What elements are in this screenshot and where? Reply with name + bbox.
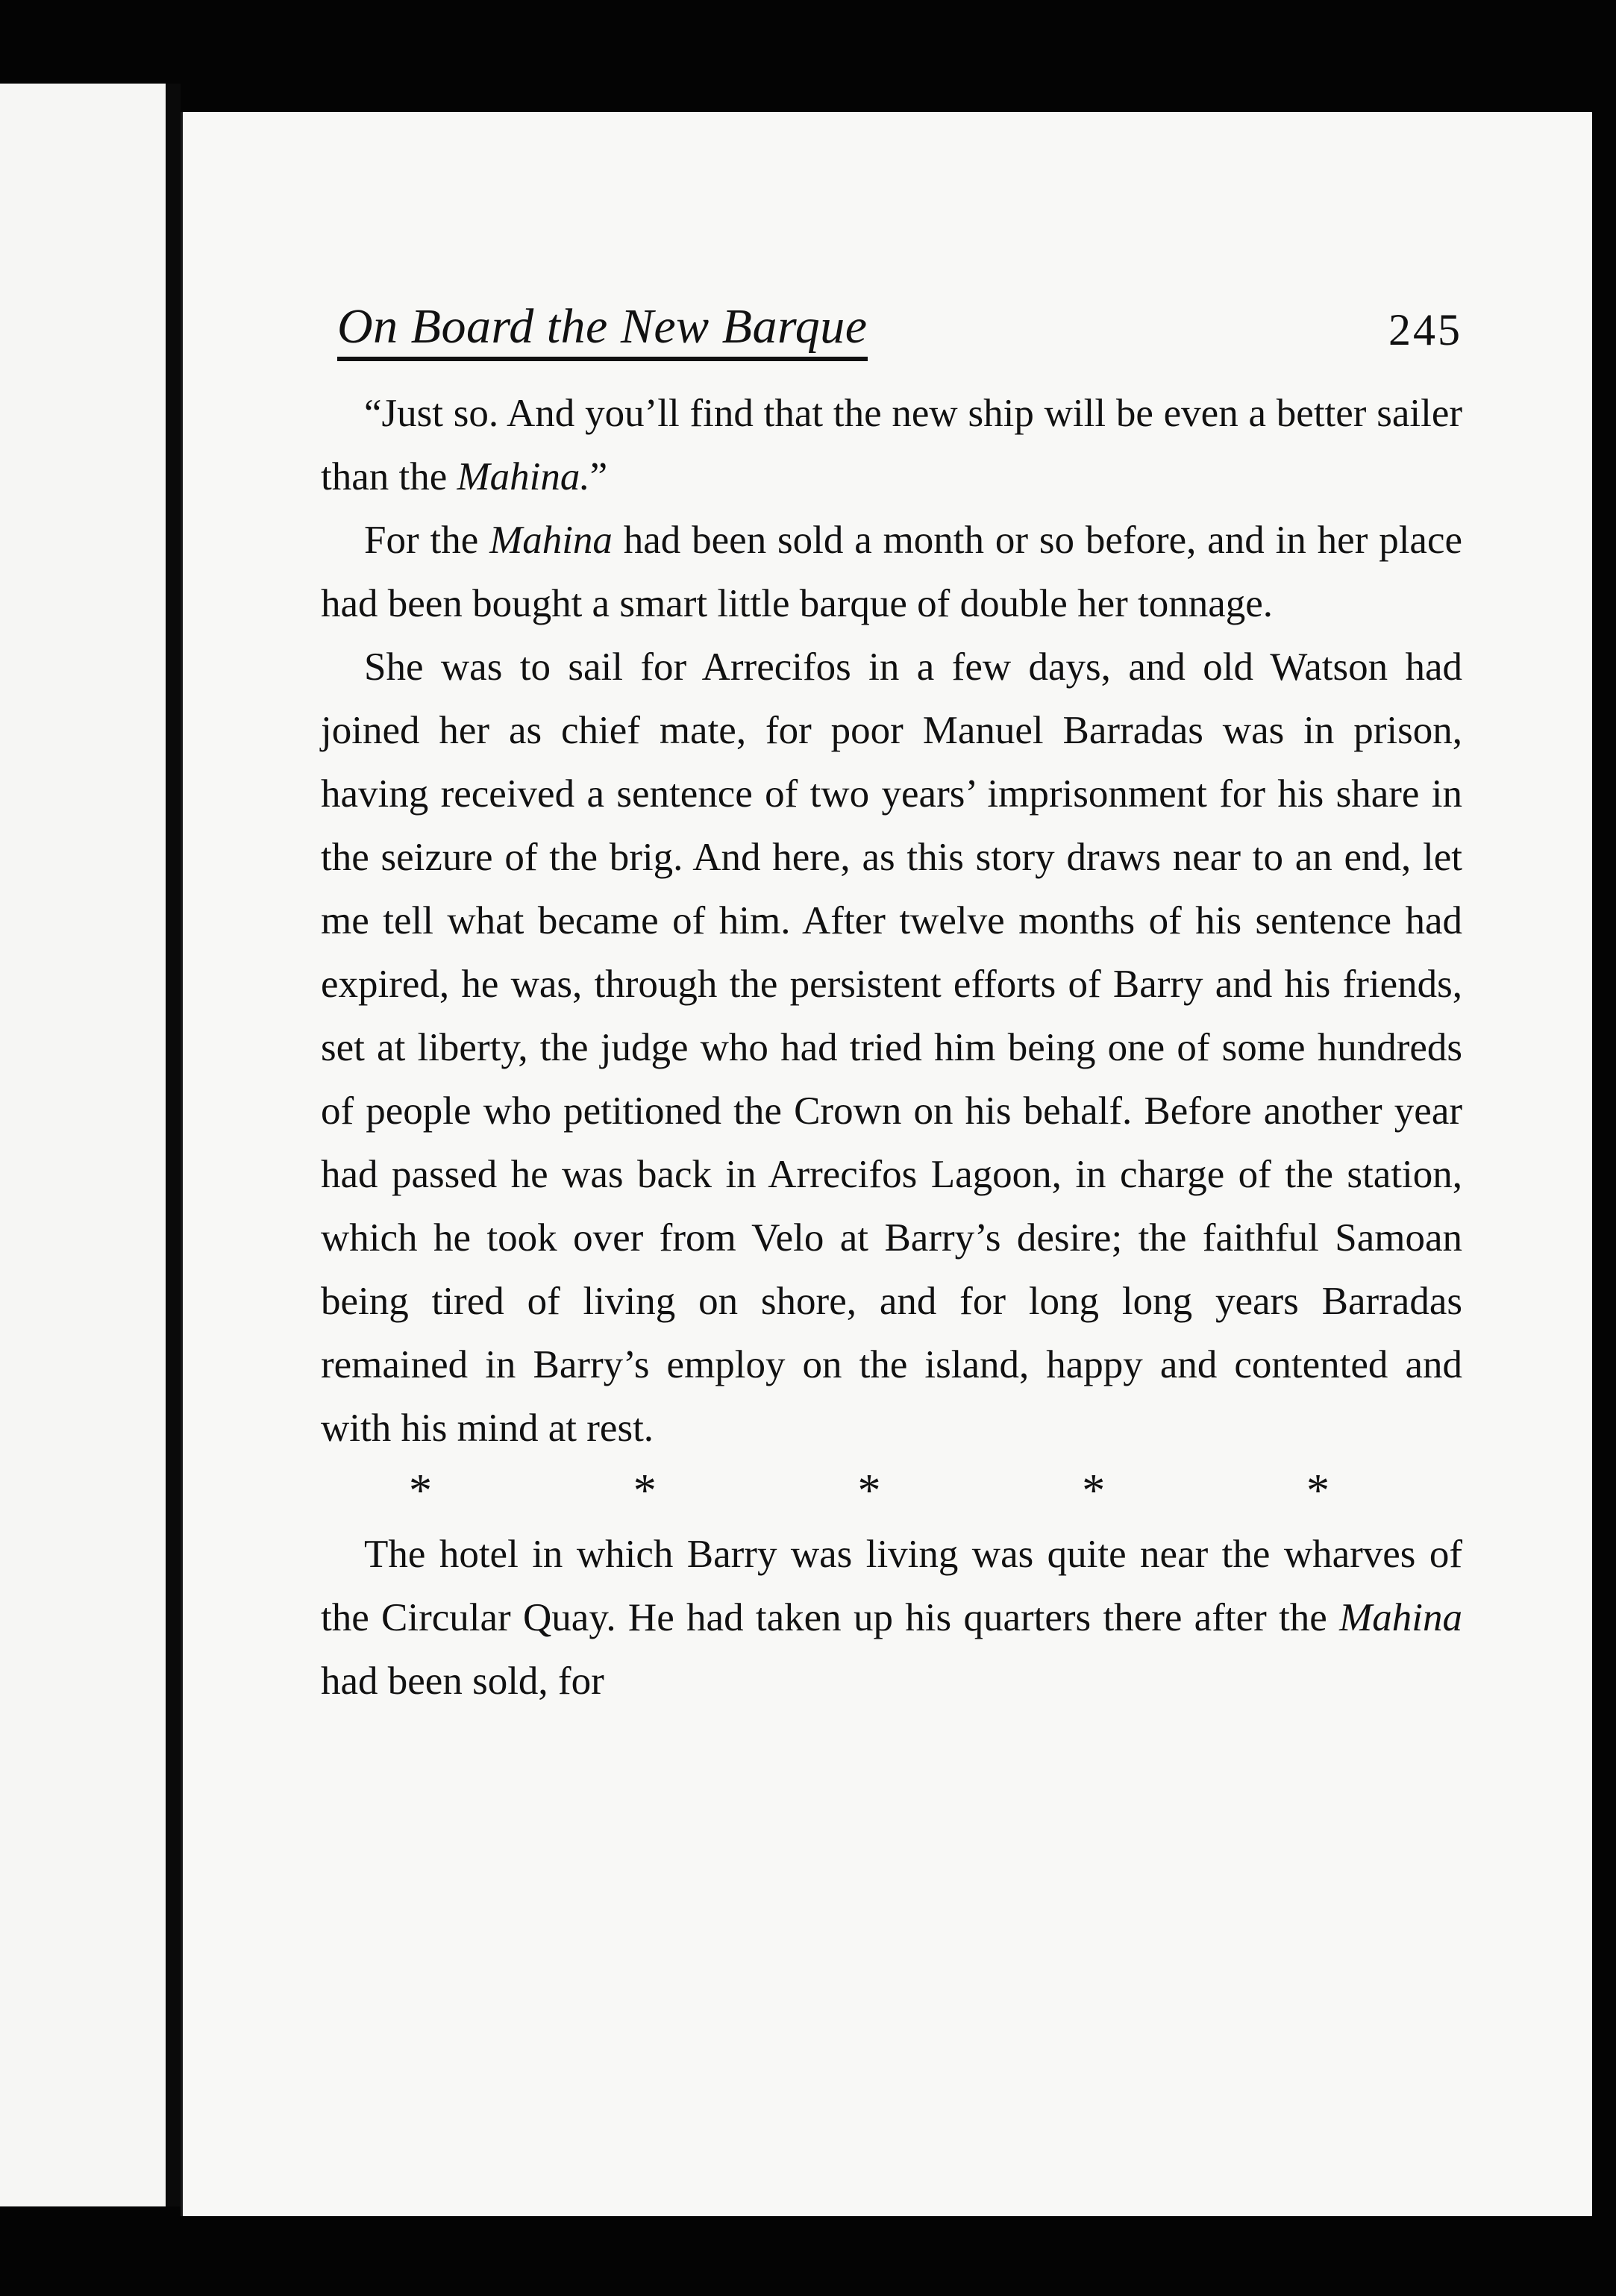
book-page — [181, 112, 1592, 2216]
text-run: ” — [589, 455, 608, 498]
text-run: The hotel in which Barry was living was quite near the wharves of the Circular Quay. He had taken up his quarters there after the — [321, 1533, 1462, 1639]
section-break-star: * — [409, 1466, 432, 1516]
section-break — [321, 1462, 1462, 1520]
final-paragraph — [321, 1523, 1462, 1713]
section-break-star: * — [1306, 1466, 1330, 1516]
text-run: had been sold a month or so before, and in her place had been bought a smart little barque of double her tonnage. — [321, 519, 1462, 625]
italic-text: Mahina — [489, 519, 613, 562]
section-break-star: * — [633, 1466, 657, 1516]
section-break-star: * — [857, 1466, 881, 1516]
page-content — [321, 297, 1462, 1713]
page-number: 245 — [1388, 305, 1462, 354]
previous-page-edge — [0, 84, 166, 2206]
text-run: “Just so. And you’ll find that the new ship will be even a better sailer than the — [321, 392, 1462, 498]
paragraph — [321, 636, 1462, 1460]
italic-text: Mahina — [1339, 1596, 1462, 1639]
italic-text: Mahina. — [457, 455, 590, 498]
body-text — [321, 382, 1462, 1713]
running-head — [321, 297, 1462, 369]
section-break-star: * — [1082, 1466, 1106, 1516]
paragraph — [321, 509, 1462, 636]
text-run: For the — [364, 519, 490, 562]
paragraph — [321, 382, 1462, 509]
running-head-title: On Board the New Barque — [337, 297, 868, 361]
text-run: She was to sail for Arrecifos in a few days, and old Watson had joined her as chief mate, for poor Manuel Barradas was in prison, having received a sentence of two years’ imprisonment for his share in the seizure of the brig. And here, as this story draws near to an end, let me tell what became of him. After twelve months of his sentence had expired, he was, through the persistent efforts of Barry and his friends, set at liberty, the judge who had tried him being one of some hundreds of people who petitioned the Crown on his behalf. Before another year had passed he was back in Arrecifos Lagoon, in charge of the station, which he took over from Velo at Barry’s desire; the faithful Samoan being tired of living on shore, and for long long years Barradas remained in Barry’s employ on the island, happy and contented and with his mind at rest. — [321, 645, 1462, 1450]
text-run: had been sold, for — [321, 1660, 604, 1703]
book-gutter — [166, 84, 181, 2206]
